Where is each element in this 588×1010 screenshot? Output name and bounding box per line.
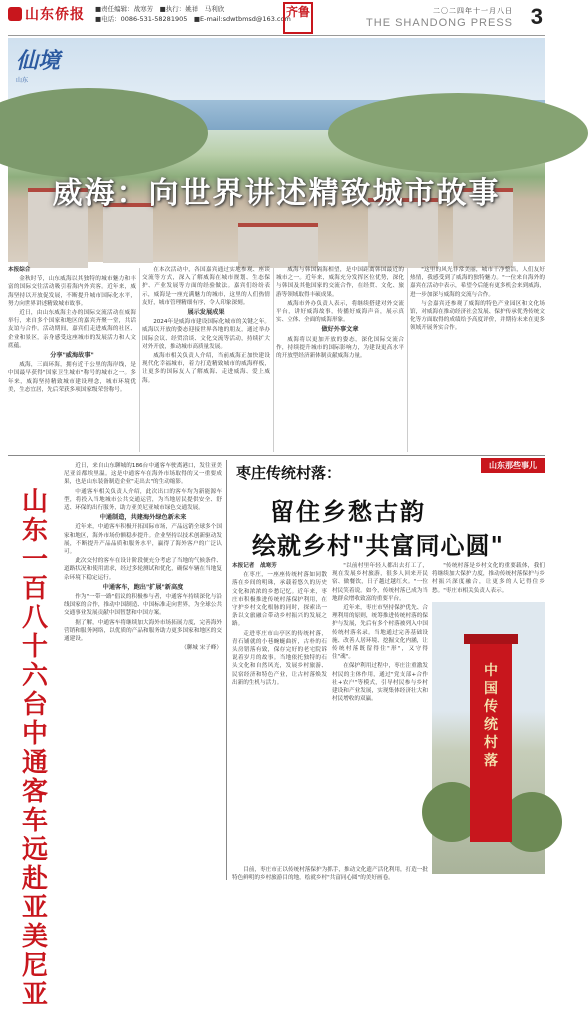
byline: （聊城 宋子峰） [181,645,222,652]
section-rule [8,455,545,456]
paragraph: 在保护利用过程中，枣庄注重激发村民的主体作用，通过"党支部+合作社+农户"等模式，引导村民参与乡村建设和产业发展，实现集体经济壮大和村民增收的双赢。 [332,663,428,703]
masthead-text: 山东侨报 [25,7,85,23]
right-article-tail [232,866,428,882]
right-article-kicker: 枣庄传统村落： [236,464,342,482]
village-photo [432,602,545,874]
right-article-col-3 [432,562,545,600]
column-divider [139,268,140,452]
paragraph: 威海将以更加开放的姿态，深化国际交流合作，持续提升城市的国际影响力，为建设更高水平的开放型经济新体制贡献威海力量。 [276,336,404,360]
masthead [8,4,85,24]
page-number: 3 [530,4,543,29]
paragraph: 2024年是威海市建设国际化城市的关键之年。威海以开放的姿态迎接世界各地的朋友，通过举办国际会议、经贸洽谈、文化交流等活动，持续扩大对外开放，推动城市高质量发展。 [142,319,270,350]
right-article-title-2: 绘就乡村"共富同心圆" [252,531,505,560]
photo-sign-text: 中国传统村落 [484,663,498,769]
paragraph: 威海市相关负责人介绍，当前威海正加快建设现代化幸福城市，着力打造精致城市的威海样板，让更多的国际友人了解威海、走进威海、爱上威海。 [142,353,270,384]
stamp-small-text: 山东 [16,77,29,84]
subhead: 中通制造，共建海外绿色新未来 [99,514,187,522]
section-seal: 齐鲁 [283,2,313,34]
paragraph: 近日，来自山东聊城的186台中通客车驶离港口，发往亚美尼亚首都埃里温。这是中通客车在海外市场取得的又一重要成果，也是山东装备制造企业"走出去"的生动缩影。 [64,463,222,486]
left-article-body [64,462,222,880]
top-column-3 [276,266,404,452]
paragraph: 走进枣庄市山亭区的传统村落，青石铺就的小巷蜿蜒曲折，古朴的石头房错落有致，保存完好的老宅院诉说着岁月的故事。当地依托独特的石头文化和自然风光，发展乡村旅游、民宿经济和特色产业，让古村落焕发出新的生机与活力。 [232,630,327,686]
column-divider [407,268,408,452]
press-name: THE SHANDONG PRESS [366,17,513,29]
right-article-col-2 [332,562,428,866]
subhead: 中通客车，跑出"扩展"新高度 [102,583,184,591]
section-tag: 山东那些事儿 [481,458,545,473]
paragraph: 与会嘉宾还参观了威海的特色产业园区和文化场馆，对威海在推动经济社会发展、保护传承优秀传统文化等方面取得的成绩给予高度评价，并期待未来在更多领域开展务实合作。 [410,300,545,332]
paragraph: 作为"一带一路"倡议的积极参与者，中通客车持续深化与沿线国家的合作，推动中国制造、中国标准走向世界，为全球公共交通事业发展贡献中国智慧和中国方案。 [64,594,222,617]
paragraph: 在本次活动中，各国嘉宾通过实地参观、座谈交流等方式，深入了解威海在城市规划、生态保护、产业发展等方面的经验做法。嘉宾们纷纷表示，威海是一座充满魅力的城市，这里的人们热情友好，城市管理精细有序，令人印象深刻。 [142,267,270,306]
paragraph: 威海市外办负责人表示，将继续搭建对外交流平台，讲好威海故事，传播好威海声音，展示真实、立体、全面的威海形象。 [276,300,404,324]
hill [328,93,588,173]
article-divider [226,460,227,880]
paragraph: 在枣庄，一座座传统村落如同散落在乡间的明珠，承载着悠久的历史文化和浓浓的乡愁记忆。近年来，枣庄市积极推进传统村落保护利用，在守护乡村文化根脉的同时，探索出一条以文旅融合带动乡村振兴的发展之路。 [232,572,327,628]
paragraph: "以前村里年轻人都出去打工了，现在发展乡村旅游，很多人回来开民宿、做餐饮，日子越过越红火。"一位村民笑着说。如今，传统村落已成为当地群众增收致富的重要平台。 [332,563,428,602]
top-column-4 [410,266,545,452]
building [238,223,318,268]
paragraph: "传统村落是乡村文化的重要载体，我们将继续加大保护力度，推动传统村落保护与乡村振兴深度融合，让更多的人记得住乡愁。"枣庄市相关负责人表示。 [432,563,545,594]
subhead: 展示发展成果 [187,309,225,317]
paragraph: "这里的风光非常美丽，城市干净整洁，人们友好热情，我感受到了威海的独特魅力。"一位来自海外的嘉宾在活动中表示，希望今后能有更多机会来到威海，进一步加深与威海的交流与合作。 [410,267,545,298]
hero-photo [8,38,545,262]
header-info [95,4,291,24]
paragraph: 此次交付的客车在设计阶段便充分考虑了当地的气候条件、道路状况和使用需求，经过多轮测试和优化，确保车辆在当地复杂环境下稳定运行。 [64,558,222,581]
column-divider [273,268,274,452]
paragraph: 近日，由山东威海主办的国际交流活动在威海举行，来自多个国家和地区的嘉宾齐聚一堂，共话友谊与合作。活动期间，嘉宾们走进威海的社区、企业和景区，亲身感受这座城市的发展活力和人文底蕴。 [8,310,136,349]
paragraph: 威海，三面环海，拥有近千公里的海岸线，是中国最早获得"国家卫生城市"称号的城市之一。多年来，威海坚持精致城市建设理念，城市环境优美，生态宜居，先后荣获多项国家级荣誉称号。 [8,362,136,393]
paragraph: 金秋时节，山东威海以其独特的城市魅力和丰富的国际交往活动吸引着海内外宾客。近年来，威海坚持以开放促发展，不断提升城市国际化水平，努力向世界讲述精致城市故事。 [8,276,136,307]
desk-line: ■责任编辑：战寒芳 ■执行：姚祥 马利欣 [95,5,225,13]
contact-line: ■电话：0086-531-58281905 ■E-mail:sdwtbmsd@163.com [95,15,291,23]
header-rule [8,35,545,36]
paragraph: 据了解，中通客车将继续加大海外市场拓展力度，完善海外营销和服务网络，以优质的产品和服务助力更多国家和地区的交通建设。 [64,619,222,643]
byline: 本报记者 战寒芳 [232,563,277,569]
byline: 本报综合 [8,267,31,273]
paragraph: 目前，枣庄市正以传统村落保护为抓手，推动文化遗产活化利用，打造一批特色鲜明的乡村旅游目的地，绘就乡村"共富同心圆"的美好画卷。 [232,867,428,882]
right-article-col-1 [232,562,327,866]
subhead: 做好外事文章 [321,326,359,334]
paragraph: 近年来，中通客车积极开拓国际市场，产品远销全球多个国家和地区，海外市场份额稳步提升。企业坚持以技术创新驱动发展，不断提升产品品质和服务水平，赢得了海外客户的广泛认可。 [64,524,222,556]
left-article-headline: 山东一百八十六台中通客车远赴亚美尼亚 [21,487,48,1010]
top-column-2 [142,266,270,452]
hero-stamp [16,44,96,98]
issue-date: 二〇二四年十一月八日 [433,7,513,15]
hero-title: 威海：向世界讲述精致城市故事 [52,176,501,211]
masthead-logo-icon [8,7,22,21]
stamp-big-text: 仙境 [16,48,61,74]
top-column-1 [8,266,136,452]
right-article-title-1: 留住乡愁古韵 [270,497,426,526]
building [103,203,153,263]
paragraph: 近年来，枣庄市坚持保护优先、合理利用的原则，统筹推进传统村落的保护与发展，先后有多个村落被列入中国传统村落名录。当地通过完善基础设施、改善人居环境、挖掘文化内涵，让传统村落既留得住"形"，又守得住"魂"。 [332,605,428,661]
paragraph: 威海与韩国隔海相望，是中国距离韩国最近的城市之一。近年来，威海充分发挥区位优势，深化与韩国及其他国家的交流合作，在经贸、文化、旅游等领域取得丰硕成果。 [276,267,404,298]
page-header [0,0,553,36]
paragraph: 中通客车相关负责人介绍，此次出口的客车均为新能源车型，将投入当地城市公共交通运营，为当地居民提供安全、舒适、环保的出行服务，助力亚美尼亚城市绿色交通发展。 [64,488,222,512]
subhead: 分享"威海故事" [50,352,94,360]
